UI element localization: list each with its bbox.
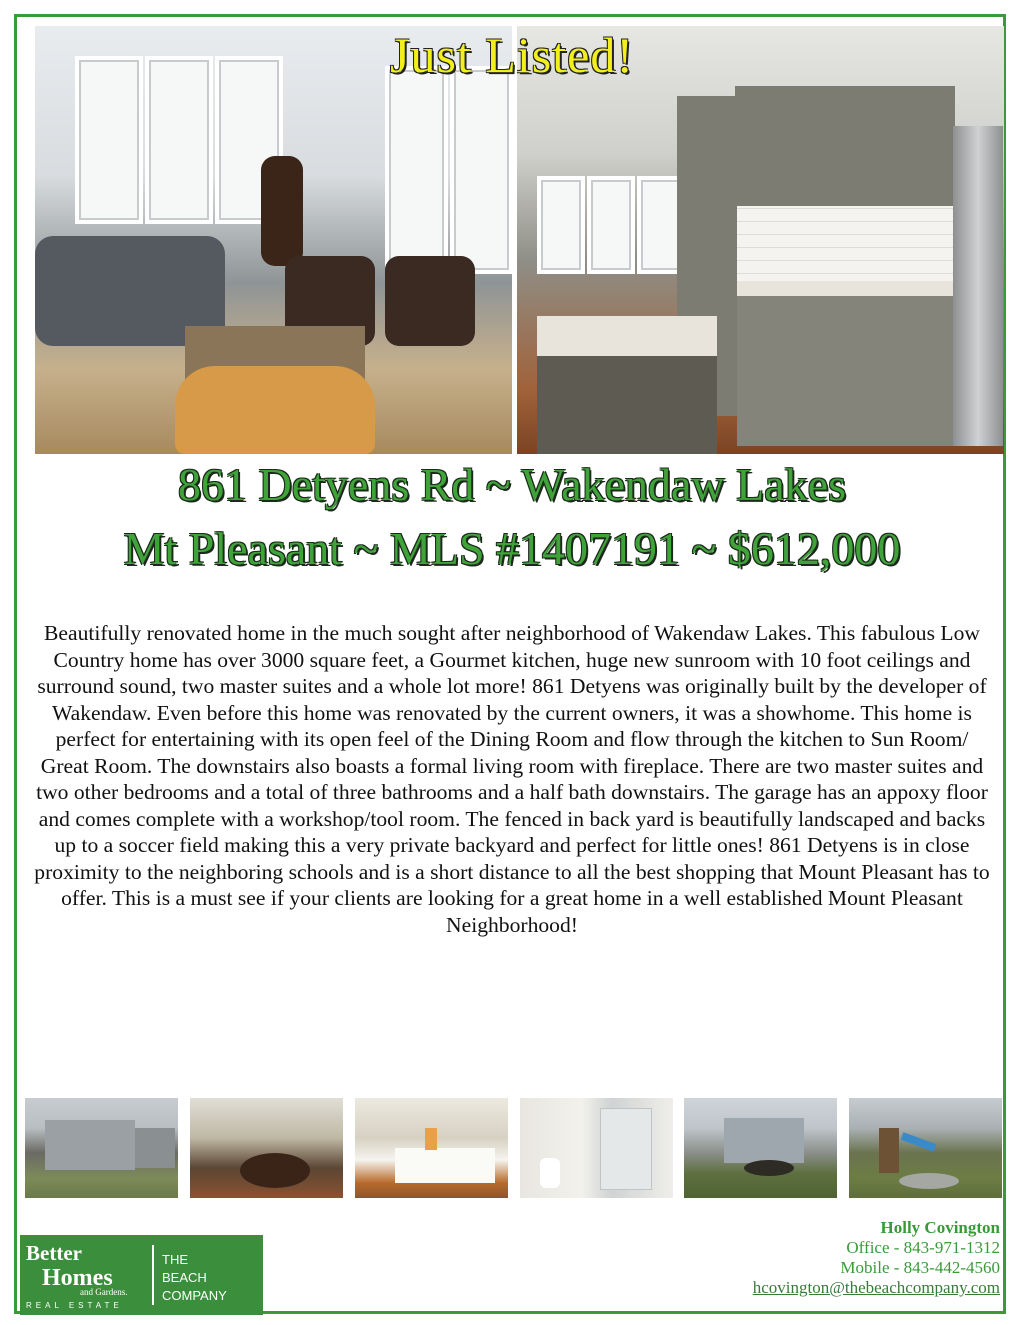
- dining-room-thumbnail: [190, 1098, 343, 1198]
- playground-thumbnail: [849, 1098, 1002, 1198]
- property-description: Beautifully renovated home in the much sought after neighborhood of Wakendaw Lakes. This fabulous Low Country home has over 3000 square feet, a Gourmet kitchen, huge new sunroom with 10 foot ceilings and surround sound, two master suites and a whole lot more! 861 Detyens was originally built by the developer of Wakendaw. Even before this home was renovated by the current owners, it was a showhome. This home is perfect for entertaining with its open feel of the Dining Room and flow through the kitchen to Sun Room/ Great Room. The downstairs also boasts a formal living room with fireplace. There are two master suites and two other bedrooms and a total of three bathrooms and a half bath downstairs. The garage has an appoxy floor and comes complete with a workshop/tool room. The fenced in back yard is beautifully landscaped and backs up to a soccer field making this a very private backyard and perfect for little ones! 861 Detyens is in close proximity to the neighboring schools and is a short distance to all the best shopping that Mount Pleasant has to offer. This is a must see if your clients are looking for a great home in a well established Mount Pleasant Neighborhood!: [34, 621, 990, 937]
- beach-company-name: THE BEACH COMPANY: [162, 1252, 227, 1303]
- agent-name: Holly Covington: [880, 1218, 1000, 1237]
- backyard-house-thumbnail: [684, 1098, 837, 1198]
- address-headline: 861 Detyens Rd ~ Wakendaw Lakes: [177, 459, 846, 510]
- sunroom-photo: [35, 26, 512, 454]
- office-phone: Office - 843-971-1312: [846, 1238, 1000, 1257]
- agent-email-link[interactable]: hcovington@thebeachcompany.com: [752, 1278, 1000, 1297]
- agent-contact: [753, 1218, 1000, 1298]
- kitchen-photo: [517, 26, 1004, 454]
- house-front-thumbnail: [25, 1098, 178, 1198]
- just-listed-banner: Just Listed!: [390, 27, 634, 83]
- mobile-phone: Mobile - 843-442-4560: [840, 1258, 1000, 1277]
- logo-divider: [152, 1245, 154, 1305]
- price-headline: Mt Pleasant ~ MLS #1407191 ~ $612,000: [123, 523, 901, 574]
- bedroom-thumbnail: [355, 1098, 508, 1198]
- bathroom-thumbnail: [520, 1098, 673, 1198]
- better-homes-logo: Better Homes and Gardens. REAL ESTATE THE BEACH COMPANY: [20, 1235, 263, 1315]
